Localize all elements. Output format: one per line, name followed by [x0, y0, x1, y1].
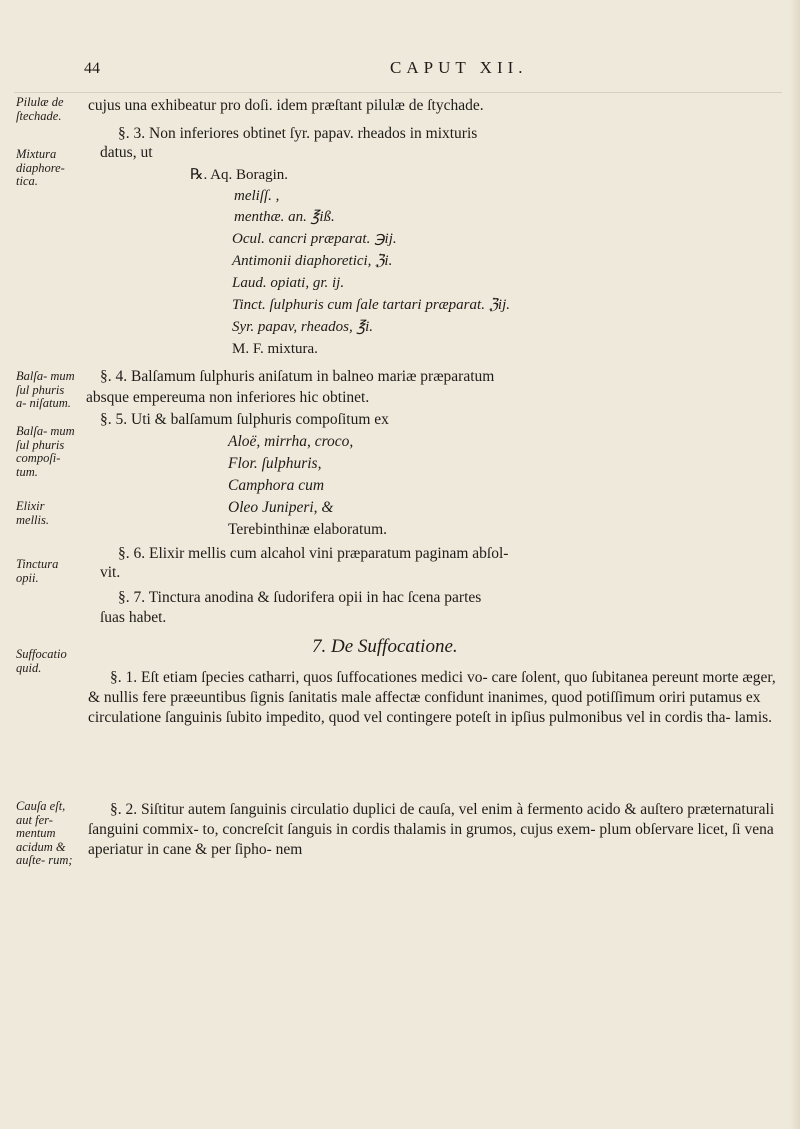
ingredient-line: Flor. ſulphuris, [228, 455, 322, 472]
margin-note-pilulae: Pilulæ de ſtechade. [16, 95, 64, 123]
margin-note-elixir: Elixir mellis. [16, 499, 49, 527]
text-line: §. 7. Tinctura anodina & ſudorifera opii in hac ſcena partes [118, 589, 482, 606]
recipe-line: Tinct. ſulphuris cum ſale tartari præparat. ℨij. [232, 297, 511, 313]
recipe-line: Syr. papav, rheados, ℥i. [232, 319, 374, 335]
recipe-line: menthæ. an. ℥iß. [234, 209, 335, 225]
recipe-line: Ocul. cancri præparat. ℈ij. [232, 231, 397, 247]
page-number: 44 [84, 60, 100, 77]
ingredient-line: Aloë, mirrha, croco, [228, 433, 354, 450]
ingredient-line: Camphora cum [228, 477, 325, 494]
section-heading: 7. De Suffocatione. [312, 636, 458, 657]
text-line: §. 3. Non inferiores obtinet ſyr. papav. rheados in mixturis [118, 125, 478, 142]
page-edge [790, 0, 800, 1129]
recipe-line: M. F. mixtura. [232, 341, 318, 357]
recipe-line: meliſſ. , [234, 188, 280, 204]
text-line: vit. [100, 564, 121, 581]
text-line: ſuas habet. [100, 609, 167, 626]
section-paragraph-1: §. 1. Eſt etiam ſpecies catharri, quos ſuffocationes medici vo- care ſolent, quo ſubitanea pereunt morte æger, & nullis fere præeuntibus ſignis ſanitatis male affectæ confidunt inanimes, quod potiſſimum oriri putamus ex circulatione ſanguinis ſubito impedito, quod vel contingere poteſt in ipſius pulmonibus vel in cordis tha- lamis. [88, 669, 776, 726]
text-line: absque empereuma non inferiores hic obtinet. [86, 389, 370, 406]
text-line: §. 4. Balſamum ſulphuris aniſatum in balneo mariæ præparatum [100, 368, 495, 385]
margin-note-suffocatio: Suffocatio quid. [16, 647, 67, 675]
header-rule [14, 92, 782, 93]
ingredient-line: Oleo Juniperi, & [228, 499, 334, 516]
running-title: CAPUT XII. [390, 58, 528, 77]
text-line: §. 5. Uti & balſamum ſulphuris compoſitum ex [100, 411, 389, 428]
recipe-line: ℞. Aq. Boragin. [190, 167, 289, 183]
recipe-line: Laud. opiati, gr. ij. [232, 275, 345, 291]
margin-note-balsamum-anisatum: Balſa- mum ſul phuris a- niſatum. [16, 369, 75, 410]
section-paragraph-2: §. 2. Siſtitur autem ſanguinis circulatio duplici de cauſa, vel enim à fermento acido & auſtero præternaturali ſanguini commix- to, concreſcit ſanguis in cordis thalamis in grumos, cujus exem- plum obſervare licet, ſi vena aperiatur in cane & per ſipho- nem [88, 801, 775, 858]
recipe-line: Antimonii diaphoretici, ℨi. [232, 253, 393, 269]
ingredient-line: Terebinthinæ elaboratum. [228, 521, 388, 538]
margin-note-tinctura: Tinctura opii. [16, 557, 59, 585]
margin-note-causae: Cauſa eſt, aut fer- mentum acidum & auſte- rum; [16, 799, 73, 867]
margin-note-balsamum-compositum: Balſa- mum ſul phuris compoſi- tum. [16, 424, 75, 479]
text-line: cujus una exhibeatur pro doſi. idem præſtant pilulæ de ſtychade. [88, 97, 484, 114]
text-line: datus, ut [100, 144, 153, 161]
text-line: §. 6. Elixir mellis cum alcahol vini præparatum paginam abſol- [118, 545, 509, 562]
margin-note-mixtura: Mixtura diaphore- tica. [16, 147, 65, 188]
